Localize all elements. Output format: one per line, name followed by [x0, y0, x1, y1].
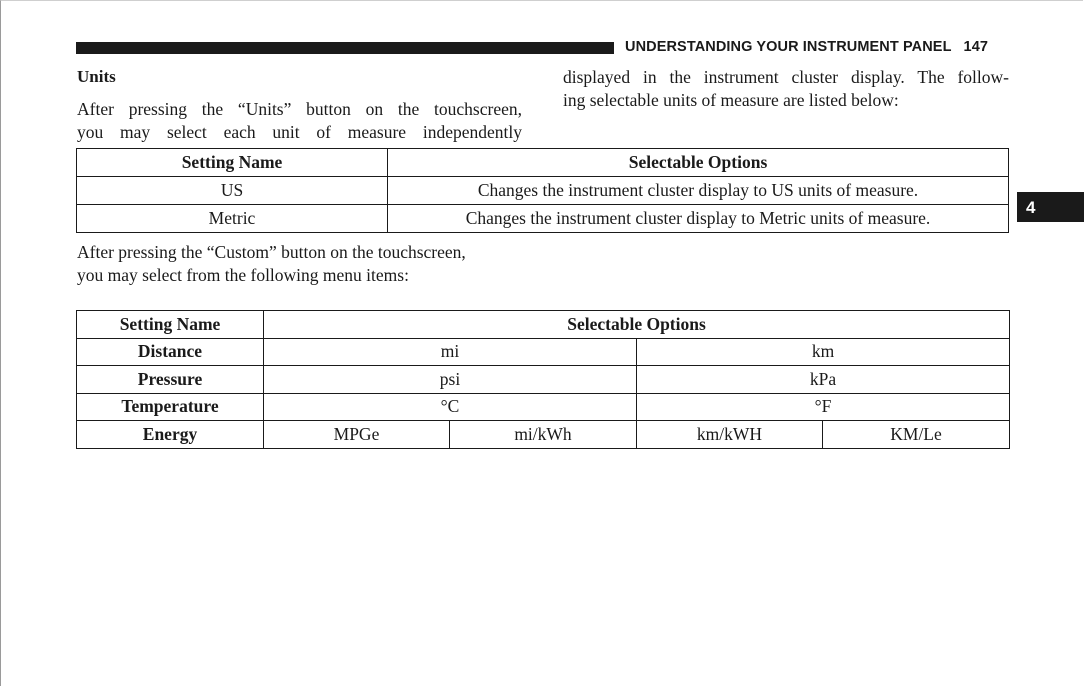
chapter-tab: 4 [1017, 192, 1084, 222]
option-cell: mi/kWh [450, 421, 637, 449]
header-rule [76, 42, 614, 54]
running-header [625, 39, 988, 55]
option-cell: Changes the instrument cluster display to Metric units of measure. [388, 205, 1009, 233]
table-row [77, 205, 1009, 233]
paragraph-custom-intro [77, 241, 522, 287]
custom-units-table [76, 310, 1010, 449]
text-line: you may select each unit of measure independently [77, 122, 522, 142]
paragraph-units-intro [77, 98, 522, 144]
option-cell: KM/Le [823, 421, 1010, 449]
column-header: Selectable Options [264, 311, 1010, 339]
setting-name-cell: Temperature [77, 393, 264, 421]
setting-name-cell: Metric [77, 205, 388, 233]
table-row [77, 421, 1010, 449]
setting-name-cell: Energy [77, 421, 264, 449]
setting-name-cell: Pressure [77, 366, 264, 394]
option-cell: psi [264, 366, 637, 394]
table-row [77, 338, 1010, 366]
text-line: you may select from the following menu items: [77, 265, 409, 285]
option-cell: °C [264, 393, 637, 421]
page-number: 147 [963, 39, 989, 55]
section-title: Units [77, 67, 116, 86]
column-header: Setting Name [77, 149, 388, 177]
option-cell: Changes the instrument cluster display to US units of measure. [388, 177, 1009, 205]
header-title: UNDERSTANDING YOUR INSTRUMENT PANEL [625, 39, 952, 55]
option-cell: km [637, 338, 1010, 366]
table-row [77, 393, 1010, 421]
text-line: ing selectable units of measure are listed below: [563, 90, 899, 110]
setting-name-cell: US [77, 177, 388, 205]
paragraph-units-continued [563, 66, 1009, 112]
column-header: Selectable Options [388, 149, 1009, 177]
option-cell: °F [637, 393, 1010, 421]
table-header-row [77, 149, 1009, 177]
column-header: Setting Name [77, 311, 264, 339]
units-table [76, 148, 1009, 233]
option-cell: kPa [637, 366, 1010, 394]
table-row [77, 177, 1009, 205]
option-cell: mi [264, 338, 637, 366]
option-cell: km/kWH [637, 421, 823, 449]
text-line: displayed in the instrument cluster display. The follow- [563, 67, 1009, 87]
text-line: After pressing the “Custom” button on the touchscreen, [77, 242, 466, 262]
table-row [77, 366, 1010, 394]
option-cell: MPGe [264, 421, 450, 449]
table-header-row [77, 311, 1010, 339]
setting-name-cell: Distance [77, 338, 264, 366]
text-line: After pressing the “Units” button on the touchscreen, [77, 99, 522, 119]
